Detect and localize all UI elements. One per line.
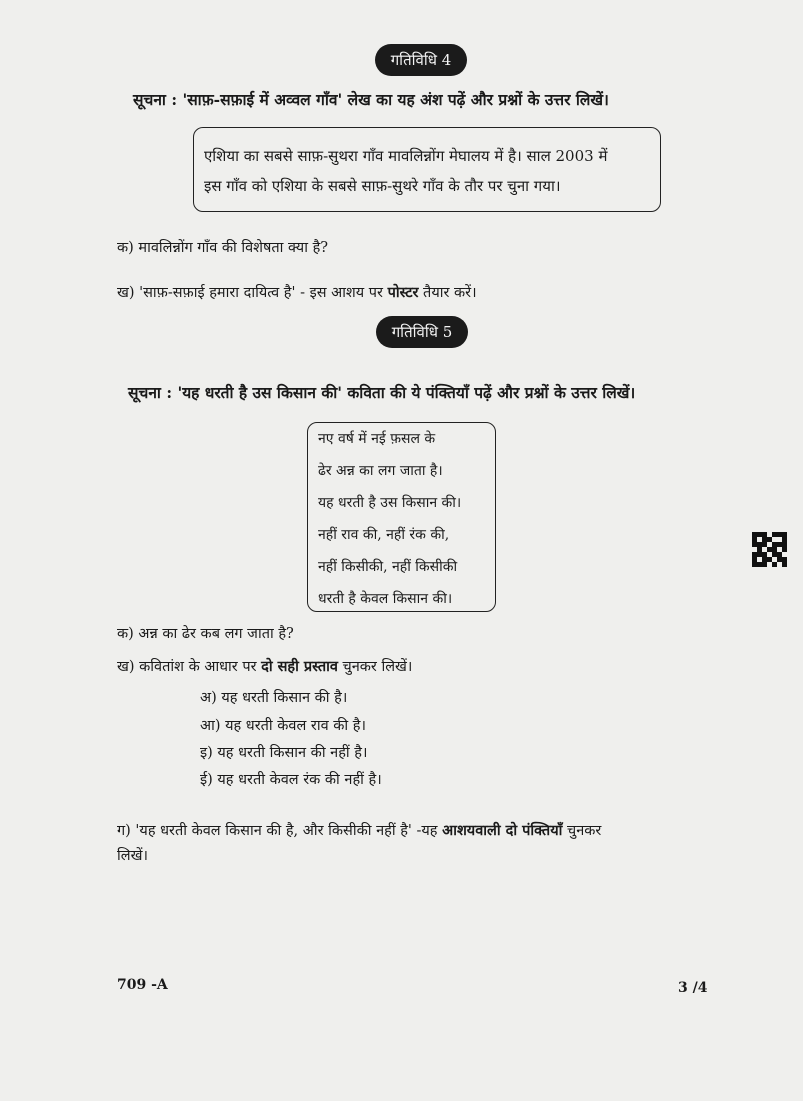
question-text: चुनकर लिखें। <box>337 659 413 675</box>
question-ka: क) अन्न का ढेर कब लग जाता है? <box>117 626 294 642</box>
activity-4-instruction: सूचना : 'साफ़-सफ़ाई में अव्वल गाँव' लेख का यह अंश पढ़ें और प्रश्नों के उत्तर लिखें। <box>133 90 609 109</box>
qr-code-icon <box>752 532 787 567</box>
poem-line: नहीं किसीकी, नहीं किसीकी <box>318 559 458 575</box>
option: ई) यह धरती केवल रंक की नहीं है। <box>200 772 382 788</box>
activity-5-badge: गतिविधि 5 <box>376 316 468 348</box>
question-text: तैयार करें। <box>418 285 477 301</box>
paper-code: 709 -A <box>117 977 168 993</box>
option: आ) यह धरती केवल राव की है। <box>200 718 366 734</box>
poem-box <box>307 422 496 612</box>
question-emphasis: पोस्टर <box>387 284 419 301</box>
poem-line: धरती है केवल किसान की। <box>318 591 453 607</box>
question-kha <box>117 282 477 302</box>
poem-line: ढेर अन्न का लग जाता है। <box>318 463 443 479</box>
passage-line: इस गाँव को एशिया के सबसे साफ़-सुथरे गाँव के तौर पर चुना गया। <box>204 177 561 195</box>
poem-line: नए वर्ष में नई फ़सल के <box>318 431 436 447</box>
question-emphasis: आशयवाली दो पंक्तियाँ <box>442 822 563 839</box>
option: अ) यह धरती किसान की है। <box>200 690 348 706</box>
poem-line: नहीं राव की, नहीं रंक की, <box>318 527 450 543</box>
question-emphasis: दो सही प्रस्ताव <box>261 658 338 675</box>
question-ka: क) मावलिन्नोंग गाँव की विशेषता क्या है? <box>117 240 329 256</box>
option: इ) यह धरती किसान की नहीं है। <box>200 745 368 761</box>
page-number: 3 /4 <box>678 980 708 996</box>
question-text: ख) कवितांश के आधार पर <box>117 659 262 675</box>
question-ga-continuation: लिखें। <box>117 848 148 864</box>
activity-5-instruction: सूचना : 'यह धरती है उस किसान की' कविता की ये पंक्तियाँ पढ़ें और प्रश्नों के उत्तर लिखें। <box>128 383 636 402</box>
question-kha <box>117 656 412 676</box>
question-text: चुनकर <box>562 823 602 839</box>
activity-4-badge: गतिविधि 4 <box>375 44 467 76</box>
question-text: ग) 'यह धरती केवल किसान की है, और किसीकी नहीं है' -यह <box>117 823 443 839</box>
question-text: ख) 'साफ़-सफ़ाई हमारा दायित्व है' - इस आशय पर <box>117 285 388 301</box>
question-ga <box>117 820 601 840</box>
passage-box <box>193 127 661 212</box>
poem-line: यह धरती है उस किसान की। <box>318 495 462 511</box>
passage-line: एशिया का सबसे साफ़-सुथरा गाँव मावलिन्नोंग मेघालय में है। साल 2003 में <box>204 147 608 165</box>
